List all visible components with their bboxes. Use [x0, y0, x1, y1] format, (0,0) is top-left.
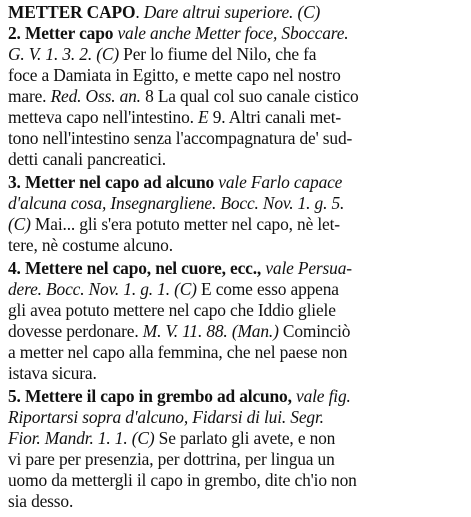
text-line: [8, 386, 351, 406]
definition-text: Riportarsi sopra d'alcuno, Fidarsi di lui. Segr.: [8, 407, 324, 427]
quotation-text: Cominciò: [278, 321, 351, 341]
quotation-text: mare.: [8, 86, 51, 106]
citation-reference: dere. Bocc. Nov. 1. g. 1. (C): [8, 279, 197, 299]
text-line: [8, 491, 73, 511]
text-run: .: [135, 2, 144, 22]
text-line: [8, 279, 339, 299]
quotation-text: foce a Damiata in Egitto, e mette capo nel nostro: [8, 65, 341, 85]
text-line: [8, 449, 335, 469]
text-line: [8, 363, 97, 383]
quotation-text: istava sicura.: [8, 363, 97, 383]
quotation-text: uomo da mettergli il capo in grembo, dite ch'io non: [8, 470, 357, 490]
citation-reference: M. V. 11. 88. (Man.): [142, 321, 279, 341]
quotation-text: gli avea potuto mettere nel capo che Iddio gliele: [8, 300, 336, 320]
quotation-text: dovesse perdonare.: [8, 321, 143, 341]
text-line: [8, 128, 352, 148]
definition-text: d'alcuna cosa, Insegnargliene. Bocc. Nov. 1. g. 5.: [8, 193, 345, 213]
text-line: [8, 407, 324, 427]
text-line: [8, 428, 335, 448]
headword: METTER CAPO: [8, 2, 136, 22]
text-line: [8, 321, 350, 341]
text-line: [8, 2, 320, 22]
citation-reference: (C): [8, 214, 31, 234]
text-line: [8, 235, 173, 255]
sense-heading: 4. Mettere nel capo, nel cuore, ecc.,: [8, 258, 266, 278]
text-line: [8, 65, 341, 85]
text-line: [8, 149, 166, 169]
quotation-text: E come esso appena: [196, 279, 339, 299]
quotation-text: a metter nel capo alla femmina, che nel paese non: [8, 342, 348, 362]
quotation-text: sia desso.: [8, 491, 74, 511]
quotation-text: Se parlato gli avete, e non: [154, 428, 336, 448]
citation-reference: G. V. 1. 3. 2. (C): [8, 44, 119, 64]
citation-reference: Red. Oss. an.: [50, 86, 141, 106]
quotation-text: 8 La qual col suo canale cistico: [140, 86, 359, 106]
sense-heading: 5. Mettere il capo in grembo ad alcuno,: [8, 386, 297, 406]
quotation-text: tere, nè costume alcuno.: [8, 235, 173, 255]
sense-heading: 2. Metter capo: [8, 23, 118, 43]
text-line: [8, 23, 348, 43]
definition-text: vale anche Metter foce, Sboccare.: [117, 23, 349, 43]
citation-reference: E: [198, 107, 209, 127]
text-line: [8, 214, 340, 234]
text-line: [8, 342, 347, 362]
definition-text: vale Farlo capace: [218, 172, 343, 192]
quotation-text: metteva capo nell'intestino.: [8, 107, 199, 127]
text-line: [8, 193, 344, 213]
text-line: [8, 107, 341, 127]
definition-text: vale fig.: [296, 386, 351, 406]
quotation-text: detti canali pancreatici.: [8, 149, 166, 169]
quotation-text: tono nell'intestino senza l'accompagnatura de' sud-: [8, 128, 353, 148]
text-line: [8, 86, 359, 106]
quotation-text: Per lo fiume del Nilo, che fa: [118, 44, 317, 64]
text-line: [8, 172, 342, 192]
sense-heading: 3. Metter nel capo ad alcuno: [8, 172, 219, 192]
definition-text: vale Persua-: [265, 258, 352, 278]
text-line: [8, 44, 316, 64]
citation-reference: Fior. Mandr. 1. 1. (C): [8, 428, 155, 448]
quotation-text: vi pare per presenzia, per dottrina, per lingua un: [8, 449, 335, 469]
text-line: [8, 300, 336, 320]
quotation-text: 9. Altri canali met-: [208, 107, 342, 127]
text-line: [8, 258, 352, 278]
text-line: [8, 470, 357, 490]
quotation-text: Mai... gli s'era potuto metter nel capo, nè let-: [30, 214, 340, 234]
definition-text: Dare altrui superiore. (C): [143, 2, 321, 22]
